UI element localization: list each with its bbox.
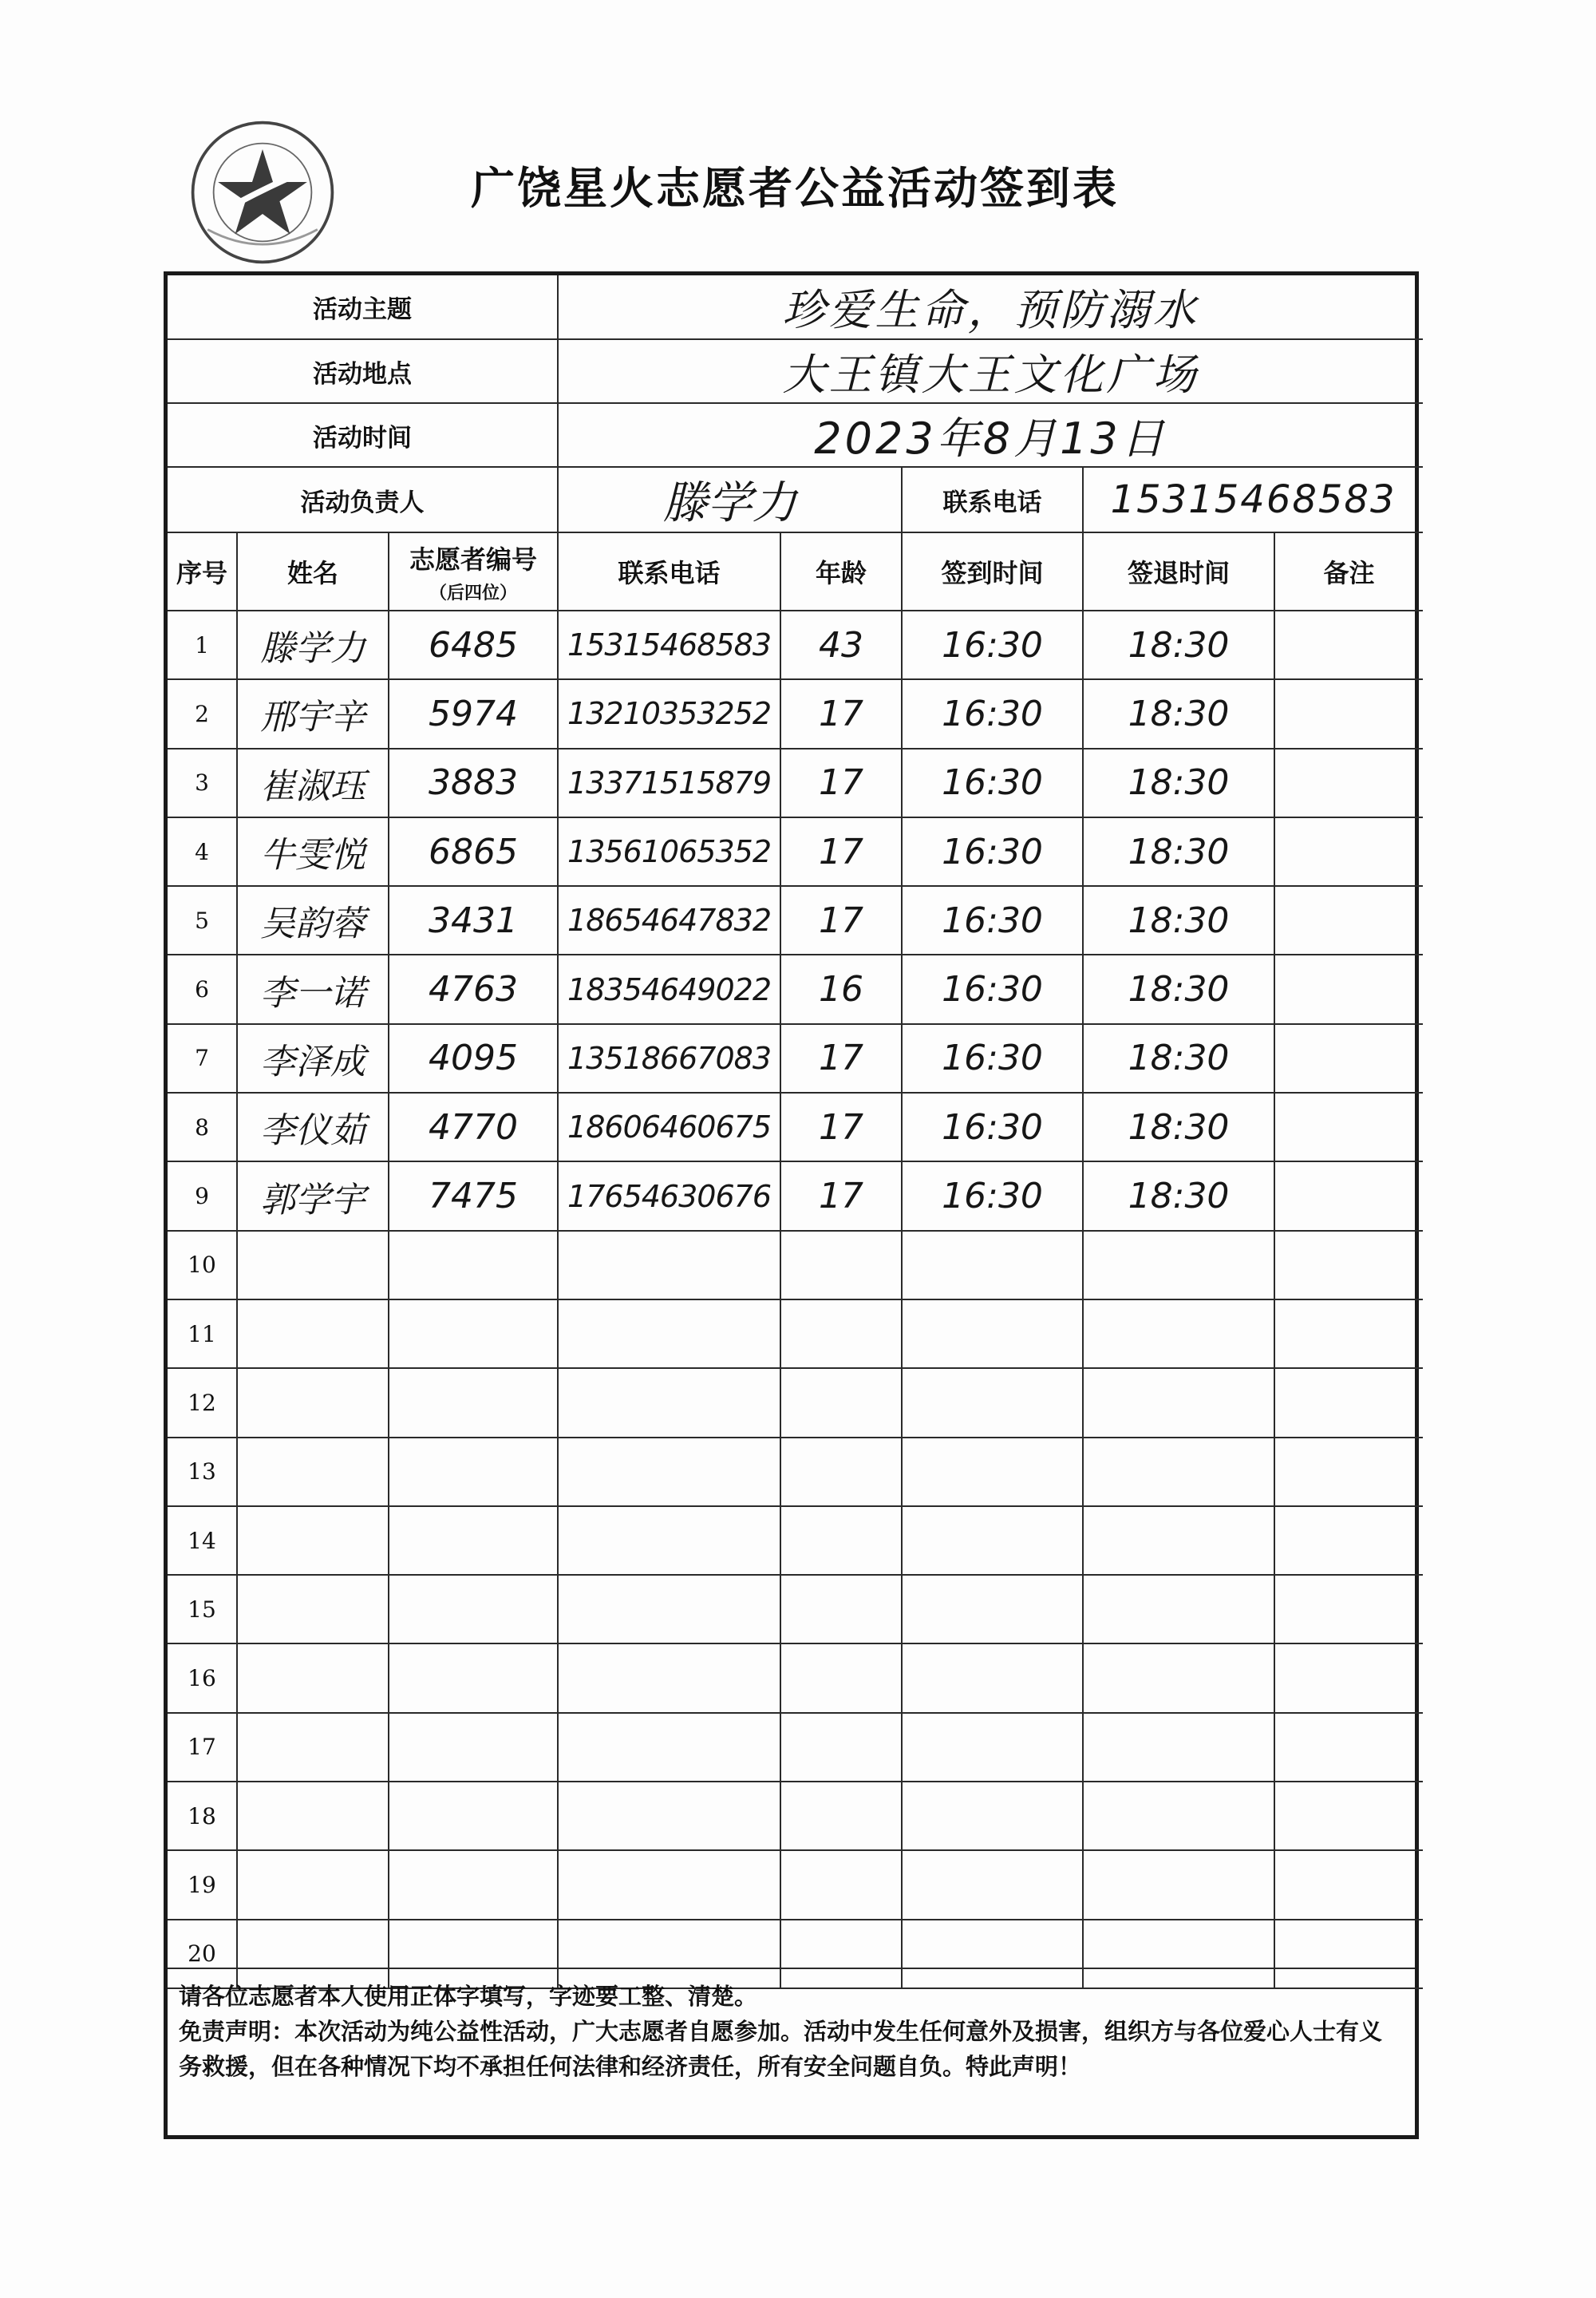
volunteer-name[interactable] <box>237 1713 389 1782</box>
sign-out-time[interactable] <box>1083 1643 1274 1712</box>
volunteer-phone[interactable] <box>558 1782 780 1850</box>
activity-time-row <box>168 403 1423 467</box>
sign-in-form <box>164 271 1419 2139</box>
volunteer-phone[interactable] <box>558 1643 780 1712</box>
remarks-cell[interactable] <box>1274 1161 1423 1230</box>
remarks-cell[interactable] <box>1274 1713 1423 1782</box>
sign-in-time[interactable] <box>902 1850 1083 1919</box>
header-phone: 联系电话 <box>558 532 780 611</box>
remarks-cell[interactable] <box>1274 1575 1423 1643</box>
volunteer-age[interactable] <box>780 1643 902 1712</box>
volunteer-id[interactable] <box>389 1506 558 1575</box>
sign-out-time[interactable] <box>1083 1850 1274 1919</box>
remarks-cell[interactable] <box>1274 1368 1423 1437</box>
row-number: 9 <box>168 1161 237 1230</box>
volunteer-id[interactable] <box>389 1782 558 1850</box>
activity-location-row <box>168 339 1423 403</box>
remarks-cell[interactable] <box>1274 955 1423 1023</box>
table-row <box>168 1299 1423 1368</box>
volunteer-name[interactable] <box>237 1782 389 1850</box>
row-number: 1 <box>168 611 237 679</box>
volunteer-id[interactable] <box>389 1850 558 1919</box>
volunteer-age[interactable]: 43 <box>780 611 902 679</box>
sign-out-time[interactable] <box>1083 1782 1274 1850</box>
volunteer-phone[interactable]: 18606460675 <box>558 1093 780 1161</box>
volunteer-age[interactable] <box>780 1575 902 1643</box>
volunteer-phone[interactable]: 18654647832 <box>558 886 780 955</box>
volunteer-age[interactable]: 17 <box>780 749 902 817</box>
volunteer-name[interactable]: 李一诺 <box>237 955 389 1023</box>
table-row <box>168 1782 1423 1850</box>
sign-in-time[interactable] <box>902 1506 1083 1575</box>
volunteer-name[interactable] <box>237 1643 389 1712</box>
volunteer-phone[interactable] <box>558 1713 780 1782</box>
activity-location-value[interactable]: 大王镇大王文化广场 <box>558 339 1423 403</box>
volunteer-id[interactable]: 6485 <box>389 611 558 679</box>
volunteer-phone[interactable]: 18354649022 <box>558 955 780 1023</box>
volunteer-name[interactable]: 郭学宇 <box>237 1161 389 1230</box>
row-number: 12 <box>168 1368 237 1437</box>
volunteer-id[interactable] <box>389 1299 558 1368</box>
sign-out-time[interactable]: 18:30 <box>1083 1024 1274 1093</box>
sign-in-time[interactable] <box>902 1231 1083 1299</box>
sign-out-time[interactable]: 18:30 <box>1083 1093 1274 1161</box>
volunteer-name[interactable] <box>237 1575 389 1643</box>
volunteer-id[interactable]: 6865 <box>389 817 558 886</box>
activity-leader-row <box>168 467 1423 532</box>
volunteer-phone[interactable] <box>558 1231 780 1299</box>
table-body <box>168 611 1423 1988</box>
remarks-cell[interactable] <box>1274 1643 1423 1712</box>
volunteer-age[interactable] <box>780 1782 902 1850</box>
row-number: 2 <box>168 679 237 748</box>
sign-out-time[interactable]: 18:30 <box>1083 817 1274 886</box>
sign-in-time[interactable]: 16:30 <box>902 1024 1083 1093</box>
row-number: 5 <box>168 886 237 955</box>
volunteer-age[interactable]: 17 <box>780 1093 902 1161</box>
row-number: 19 <box>168 1850 237 1919</box>
table-row <box>168 1024 1423 1093</box>
sign-out-time[interactable] <box>1083 1575 1274 1643</box>
sign-in-time[interactable] <box>902 1782 1083 1850</box>
sign-out-time[interactable]: 18:30 <box>1083 749 1274 817</box>
remarks-cell[interactable] <box>1274 1782 1423 1850</box>
sign-in-time[interactable] <box>902 1368 1083 1437</box>
volunteer-id[interactable]: 4095 <box>389 1024 558 1093</box>
sign-in-time[interactable]: 16:30 <box>902 817 1083 886</box>
volunteer-name[interactable]: 滕学力 <box>237 611 389 679</box>
volunteer-phone[interactable]: 15315468583 <box>558 611 780 679</box>
remarks-cell[interactable] <box>1274 1024 1423 1093</box>
activity-theme-label: 活动主题 <box>168 275 558 339</box>
sign-in-time[interactable]: 16:30 <box>902 1161 1083 1230</box>
sign-in-time[interactable] <box>902 1713 1083 1782</box>
header-volunteer-id <box>389 532 558 611</box>
remarks-cell[interactable] <box>1274 679 1423 748</box>
volunteer-name[interactable] <box>237 1506 389 1575</box>
table-header-row <box>168 532 1423 611</box>
remarks-cell[interactable] <box>1274 1506 1423 1575</box>
remarks-cell[interactable] <box>1274 1093 1423 1161</box>
volunteer-age[interactable] <box>780 1231 902 1299</box>
row-number: 17 <box>168 1713 237 1782</box>
sign-in-time[interactable] <box>902 1643 1083 1712</box>
row-number: 16 <box>168 1643 237 1712</box>
sign-in-time[interactable]: 16:30 <box>902 679 1083 748</box>
volunteer-age[interactable]: 17 <box>780 817 902 886</box>
volunteer-id[interactable]: 3431 <box>389 886 558 955</box>
header-sign-in: 签到时间 <box>902 532 1083 611</box>
table-row <box>168 886 1423 955</box>
table-row <box>168 1850 1423 1919</box>
activity-time-value[interactable]: 2023年8月13日 <box>558 403 1423 467</box>
sign-out-time[interactable]: 18:30 <box>1083 955 1274 1023</box>
volunteer-id[interactable] <box>389 1231 558 1299</box>
volunteer-age[interactable] <box>780 1713 902 1782</box>
table-row <box>168 1438 1423 1506</box>
volunteer-age[interactable]: 17 <box>780 1024 902 1093</box>
header-sign-out: 签退时间 <box>1083 532 1274 611</box>
volunteer-phone[interactable] <box>558 1575 780 1643</box>
volunteer-id[interactable]: 4770 <box>389 1093 558 1161</box>
activity-leader-value[interactable]: 滕学力 <box>558 467 902 532</box>
table-row <box>168 817 1423 886</box>
sign-in-time[interactable] <box>902 1575 1083 1643</box>
volunteer-age[interactable]: 17 <box>780 679 902 748</box>
volunteer-name[interactable]: 李泽成 <box>237 1024 389 1093</box>
table-row <box>168 1506 1423 1575</box>
table-row <box>168 1575 1423 1643</box>
sign-out-time[interactable] <box>1083 1506 1274 1575</box>
volunteer-id[interactable] <box>389 1643 558 1712</box>
volunteer-id[interactable]: 4763 <box>389 955 558 1023</box>
volunteer-name[interactable]: 邢宇辛 <box>237 679 389 748</box>
volunteer-name[interactable]: 牛雯悦 <box>237 817 389 886</box>
table-row <box>168 679 1423 748</box>
sign-out-time[interactable] <box>1083 1231 1274 1299</box>
volunteer-id[interactable]: 3883 <box>389 749 558 817</box>
volunteer-phone[interactable]: 13210353252 <box>558 679 780 748</box>
volunteer-age[interactable] <box>780 1368 902 1437</box>
sign-out-time[interactable] <box>1083 1713 1274 1782</box>
volunteer-age[interactable] <box>780 1299 902 1368</box>
table-row <box>168 1231 1423 1299</box>
volunteer-phone[interactable]: 13371515879 <box>558 749 780 817</box>
row-number: 14 <box>168 1506 237 1575</box>
header-volunteer-id-sub: （后四位） <box>429 582 518 603</box>
row-number: 11 <box>168 1299 237 1368</box>
row-number: 18 <box>168 1782 237 1850</box>
volunteer-age[interactable]: 17 <box>780 886 902 955</box>
row-number: 13 <box>168 1438 237 1506</box>
table-row <box>168 1161 1423 1230</box>
sign-out-time[interactable]: 18:30 <box>1083 611 1274 679</box>
star-emblem-icon <box>188 118 337 267</box>
volunteer-phone[interactable] <box>558 1438 780 1506</box>
sign-in-time[interactable] <box>902 1438 1083 1506</box>
row-number: 10 <box>168 1231 237 1299</box>
volunteer-name[interactable] <box>237 1299 389 1368</box>
header-no: 序号 <box>168 532 237 611</box>
header-remarks: 备注 <box>1274 532 1423 611</box>
activity-theme-value[interactable]: 珍爱生命，预防溺水 <box>558 275 1423 339</box>
row-number: 20 <box>168 1920 237 1988</box>
volunteer-age[interactable] <box>780 1850 902 1919</box>
activity-time-label: 活动时间 <box>168 403 558 467</box>
sign-in-time[interactable]: 16:30 <box>902 611 1083 679</box>
sign-out-time[interactable]: 18:30 <box>1083 886 1274 955</box>
sign-in-time[interactable] <box>902 1299 1083 1368</box>
activity-leader-label: 活动负责人 <box>168 467 558 532</box>
remarks-cell[interactable] <box>1274 817 1423 886</box>
volunteer-phone[interactable] <box>558 1368 780 1437</box>
row-number: 15 <box>168 1575 237 1643</box>
sign-out-time[interactable] <box>1083 1438 1274 1506</box>
volunteer-phone[interactable]: 17654630676 <box>558 1161 780 1230</box>
volunteer-name[interactable] <box>237 1850 389 1919</box>
volunteer-phone[interactable]: 13518667083 <box>558 1024 780 1093</box>
sign-in-table <box>168 275 1423 1989</box>
table-row <box>168 955 1423 1023</box>
sign-in-time[interactable]: 16:30 <box>902 1093 1083 1161</box>
header-name: 姓名 <box>237 532 389 611</box>
volunteer-age[interactable]: 17 <box>780 1161 902 1230</box>
volunteer-age[interactable] <box>780 1506 902 1575</box>
sign-in-time[interactable]: 16:30 <box>902 886 1083 955</box>
row-number: 3 <box>168 749 237 817</box>
remarks-cell[interactable] <box>1274 1850 1423 1919</box>
sign-out-time[interactable] <box>1083 1368 1274 1437</box>
row-number: 8 <box>168 1093 237 1161</box>
volunteer-id[interactable] <box>389 1575 558 1643</box>
volunteer-name[interactable]: 李仪茹 <box>237 1093 389 1161</box>
remarks-cell[interactable] <box>1274 1299 1423 1368</box>
remarks-cell[interactable] <box>1274 611 1423 679</box>
volunteer-phone[interactable] <box>558 1850 780 1919</box>
volunteer-name[interactable] <box>237 1231 389 1299</box>
row-number: 7 <box>168 1024 237 1093</box>
volunteer-name[interactable] <box>237 1368 389 1437</box>
sign-out-time[interactable]: 18:30 <box>1083 679 1274 748</box>
volunteer-age[interactable] <box>780 1438 902 1506</box>
header-age: 年龄 <box>780 532 902 611</box>
volunteer-name[interactable] <box>237 1438 389 1506</box>
volunteer-id[interactable] <box>389 1438 558 1506</box>
volunteer-name[interactable]: 吴韵蓉 <box>237 886 389 955</box>
remarks-cell[interactable] <box>1274 1231 1423 1299</box>
footer-disclaimer: 免责声明：本次活动为纯公益性活动，广大志愿者自愿参加。活动中发生任何意外及损害，组织方与各位爱心人士有义务救援，但在各种情况下均不承担任何法律和经济责任，所有安全问题自负。特此声明！ <box>179 2018 1383 2080</box>
volunteer-name[interactable]: 崔淑珏 <box>237 749 389 817</box>
row-number: 4 <box>168 817 237 886</box>
row-number: 6 <box>168 955 237 1023</box>
table-row <box>168 1643 1423 1712</box>
leader-phone-label: 联系电话 <box>902 467 1083 532</box>
leader-phone-value[interactable]: 15315468583 <box>1083 467 1423 532</box>
footer-notes <box>168 1968 1415 2135</box>
footer-instruction: 请各位志愿者本人使用正体字填写，字迹要工整、清楚。 <box>179 1983 758 2010</box>
remarks-cell[interactable] <box>1274 749 1423 817</box>
table-row <box>168 1368 1423 1437</box>
table-row <box>168 749 1423 817</box>
page-title: 广饶星火志愿者公益活动签到表 <box>471 162 1120 214</box>
remarks-cell[interactable] <box>1274 1438 1423 1506</box>
table-row <box>168 1093 1423 1161</box>
remarks-cell[interactable] <box>1274 886 1423 955</box>
volunteer-id[interactable] <box>389 1713 558 1782</box>
volunteer-age[interactable]: 16 <box>780 955 902 1023</box>
volunteer-phone[interactable] <box>558 1506 780 1575</box>
volunteer-phone[interactable] <box>558 1299 780 1368</box>
sign-out-time[interactable] <box>1083 1299 1274 1368</box>
sign-out-time[interactable]: 18:30 <box>1083 1161 1274 1230</box>
activity-location-label: 活动地点 <box>168 339 558 403</box>
table-row <box>168 1713 1423 1782</box>
sign-in-time[interactable]: 16:30 <box>902 955 1083 1023</box>
table-row <box>168 611 1423 679</box>
volunteer-id[interactable]: 5974 <box>389 679 558 748</box>
header-volunteer-id-label: 志愿者编号 <box>409 544 538 575</box>
sign-in-time[interactable]: 16:30 <box>902 749 1083 817</box>
volunteer-id[interactable]: 7475 <box>389 1161 558 1230</box>
volunteer-phone[interactable]: 13561065352 <box>558 817 780 886</box>
activity-theme-row <box>168 275 1423 339</box>
volunteer-id[interactable] <box>389 1368 558 1437</box>
